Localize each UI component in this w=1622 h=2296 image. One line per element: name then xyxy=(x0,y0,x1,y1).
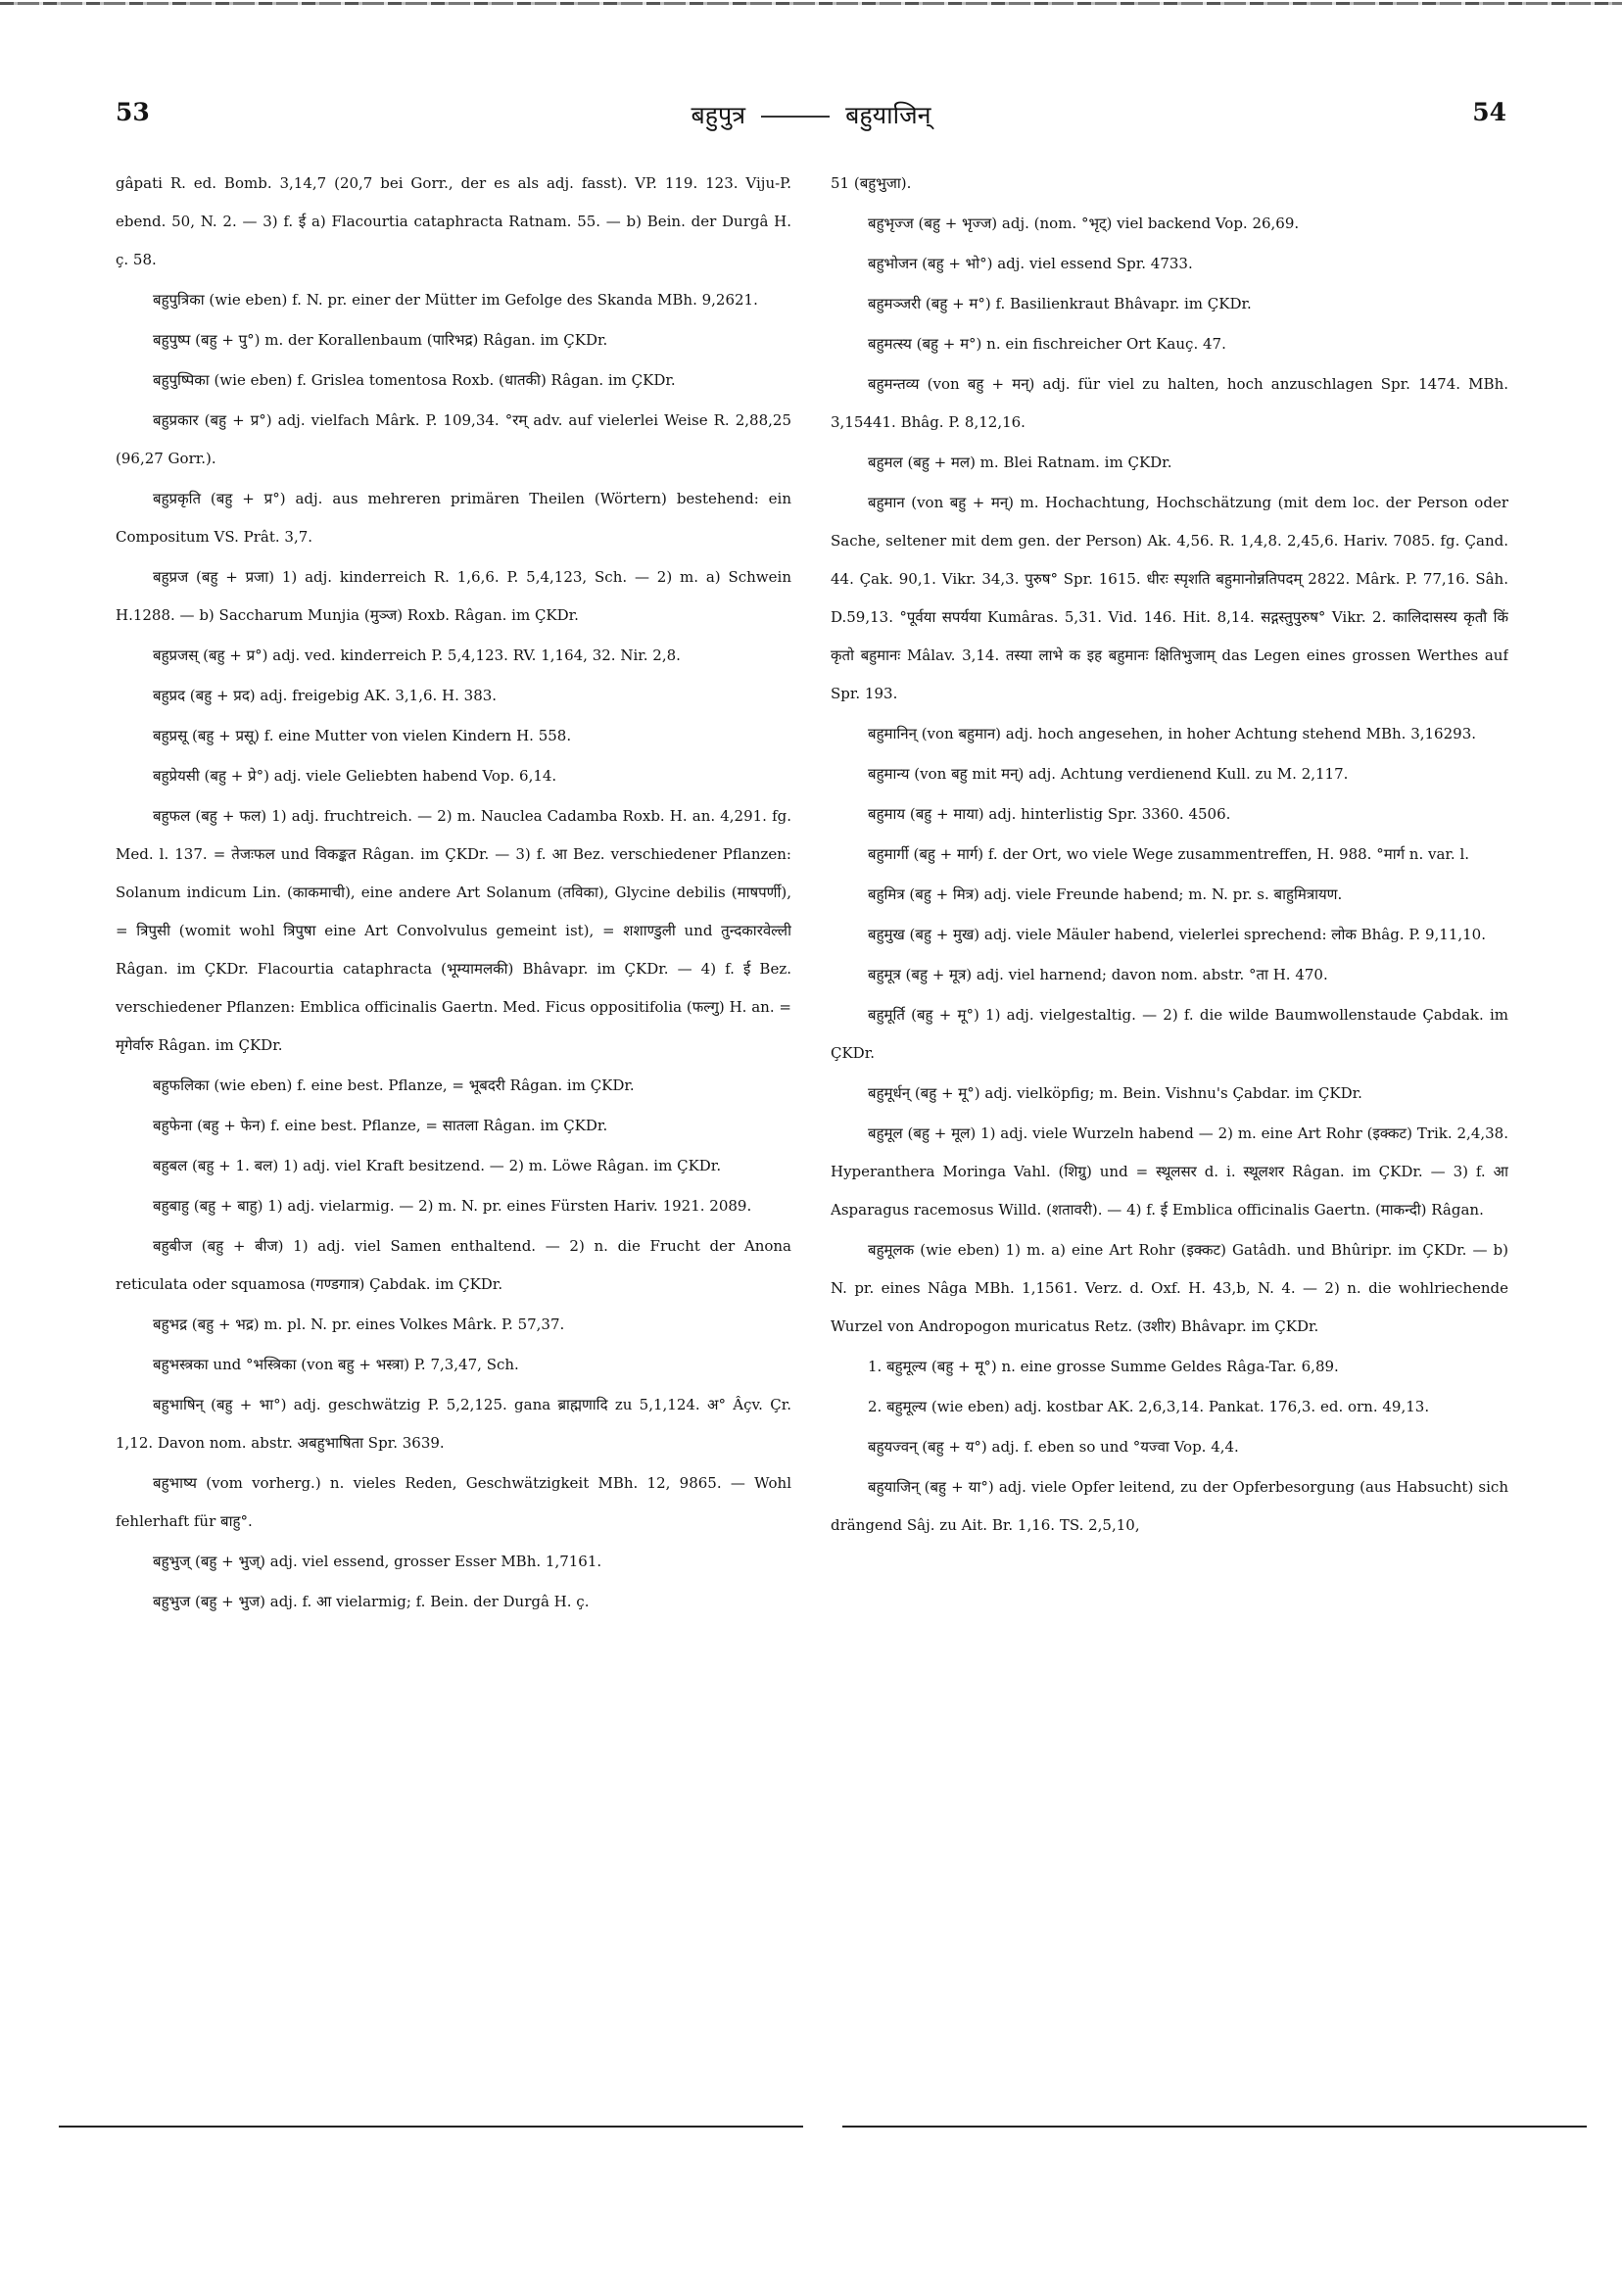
entry: बहुभाष्य (vom vorherg.) n. vieles Reden, Geschwätzigkeit MBh. 12, 9865. — Wohl fehlerhaft für बाहु°. xyxy=(116,1474,791,1530)
entry: बहुबाहु (बहु + बाहु) 1) adj. vielarmig. — 2) m. N. pr. eines Fürsten Hariv. 1921. 2089. xyxy=(153,1197,752,1215)
entry: बहुप्रेयसी (बहु + प्रे°) adj. viele Geliebten habend Vop. 6,14. xyxy=(153,767,557,785)
entry: बहुभाषिन् (बहु + भा°) adj. geschwätzig P. 5,2,125. gana ब्राह्मणादि zu 5,1,124. अ° Âçv. Çr. 1,12. Davon nom. abstr. अबहुभाषिता Spr. 3639. xyxy=(116,1396,791,1452)
entry: बहुमाय (बहु + माया) adj. hinterlistig Spr. 3360. 4506. xyxy=(868,805,1231,823)
left-page-number: 53 xyxy=(116,98,150,126)
entry: 51 (बहुभुजा). xyxy=(831,174,912,192)
page-header xyxy=(116,98,1506,141)
footer-rule-left xyxy=(59,2126,803,2128)
entry: बहुयज्वन् (बहु + य°) adj. f. eben so und °यज्वा Vop. 4,4. xyxy=(868,1438,1239,1456)
entry: बहुमूत्र (बहु + मूत्र) adj. viel harnend; davon nom. abstr. °ता H. 470. xyxy=(868,966,1328,983)
entry: 2. बहुमूल्य (wie eben) adj. kostbar AK. 2,6,3,14. Pankat. 176,3. ed. orn. 49,13. xyxy=(868,1398,1430,1415)
left-headword: बहुपुत्र xyxy=(691,101,746,129)
running-title xyxy=(116,98,1506,131)
right-column xyxy=(831,165,1508,2104)
entry: बहुप्रसू (बहु + प्रसू) f. eine Mutter von vielen Kindern H. 558. xyxy=(153,727,572,744)
entry: बहुमत्स्य (बहु + म°) n. ein fischreicher Ort Kauç. 47. xyxy=(868,335,1226,353)
entry: बहुमञ्जरी (बहु + म°) f. Basilienkraut Bhâvapr. im ÇKDr. xyxy=(868,295,1252,312)
entry: बहुमन्तव्य (von बहु + मन्) adj. für viel zu halten, hoch anzuschlagen Spr. 1474. MBh. 3,15441. Bhâg. P. 8,12,16. xyxy=(831,375,1508,431)
entry: बहुमूलक (wie eben) 1) m. a) eine Art Rohr (इक्कट) Gatâdh. und Bhûripr. im ÇKDr. — b) N. pr. eines Nâga MBh. 1,1561. Verz. d. Oxf. H. 43,b, N. 4. — 2) n. die wohlriechende Wurzel von Andropogon muricatus Retz. (उशीर) Bhâvapr. im ÇKDr. xyxy=(831,1241,1508,1335)
right-page-number: 54 xyxy=(1472,98,1506,126)
entry: बहुफेना (बहु + फेन) f. eine best. Pflanze, = सातला Râgan. im ÇKDr. xyxy=(153,1117,608,1134)
entry: बहुमल (बहु + मल) m. Blei Ratnam. im ÇKDr. xyxy=(868,454,1172,471)
entry: बहुमान (von बहु + मन्) m. Hochachtung, Hochschätzung (mit dem loc. der Person oder Sache, seltener mit dem gen. der Person) Ak. 4,56. R. 1,4,8. 2,45,6. Hariv. 7085. fg. Çand. 44. Çak. 90,1. Vikr. 34,3. पुरुष° Spr. 1615. धीरः स्पृशति बहुमानोन्नतिपदम् 2822. Mârk. P. 77,16. Sâh. D.59,13. °पूर्वया सपर्यया Kumâras. 5,31. Vid. 146. Hit. 8,14. सद्गस्तुपुरुष° Vikr. 2. कालिदासस्य कृतौ किं कृतो बहुमानः Mâlav. 3,14. तस्या लाभे क इह बहुमानः क्षितिभुजाम् das Legen eines grossen Werthes auf Spr. 193. xyxy=(831,494,1508,702)
footer-rule-right xyxy=(842,2126,1587,2128)
headword-separator xyxy=(761,116,830,118)
entry: बहुबीज (बहु + बीज) 1) adj. viel Samen enthaltend. — 2) n. die Frucht der Anona reticulata oder squamosa (गण्डगात्र) Çabdak. im ÇKDr. xyxy=(116,1237,791,1293)
left-column xyxy=(116,165,791,2104)
entry: बहुभुज (बहु + भुज) adj. f. आ vielarmig; f. Bein. der Durgâ H. ç. xyxy=(153,1593,590,1610)
entry: बहुमूर्ति (बहु + मू°) 1) adj. vielgestaltig. — 2) f. die wilde Baumwollenstaude Çabdak. im ÇKDr. xyxy=(831,1006,1508,1062)
entry: बहुप्रकार (बहु + प्र°) adj. vielfach Mârk. P. 109,34. °रम् adv. auf vielerlei Weise R. 2,88,25 (96,27 Gorr.). xyxy=(116,411,791,467)
entry: बहुप्रकृति (बहु + प्र°) adj. aus mehreren primären Theilen (Wörtern) bestehend: ein Compositum VS. Prât. 3,7. xyxy=(116,490,791,546)
entry: बहुप्रज (बहु + प्रजा) 1) adj. kinderreich R. 1,6,6. P. 5,4,123, Sch. — 2) m. a) Schwein H.1288. — b) Saccharum Munjia (मुञ्ज) Roxb. Râgan. im ÇKDr. xyxy=(116,568,791,624)
entry: बहुभृज्ज (बहु + भृज्ज) adj. (nom. °भृट्) viel backend Vop. 26,69. xyxy=(868,215,1300,232)
entry: बहुमुख (बहु + मुख) adj. viele Mäuler habend, vielerlei sprechend: लोक Bhâg. P. 9,11,10. xyxy=(868,926,1486,943)
entry: बहुमित्र (बहु + मित्र) adj. viele Freunde habend; m. N. pr. s. बाहुमित्रायण. xyxy=(868,885,1343,903)
entry: 1. बहुमूल्य (बहु + मू°) n. eine grosse Summe Geldes Râga-Tar. 6,89. xyxy=(868,1358,1339,1375)
top-border-rule xyxy=(0,2,1622,5)
entry: बहुभोजन (बहु + भो°) adj. viel essend Spr. 4733. xyxy=(868,255,1193,272)
entry: बहुफल (बहु + फल) 1) adj. fruchtreich. — 2) m. Nauclea Cadamba Roxb. H. an. 4,291. fg. Med. l. 137. = तेजःफल und विकङ्कत Râgan. im ÇKDr. — 3) f. आ Bez. verschiedener Pflanzen: Solanum indicum Lin. (काकमाची), eine andere Art Solanum (तविका), Glycine debilis (माषपर्णी), = त्रिपुसी (womit wohl त्रिपुषा eine Art Convolvulus gemeint ist), = शशाण्डुली und तुन्दकारवेल्ली Râgan. im ÇKDr. Flacourtia cataphracta (भूम्यामलकी) Bhâvapr. im ÇKDr. — 4) f. ई Bez. verschiedener Pflanzen: Emblica officinalis Gaertn. Med. Ficus oppositifolia (फल्गु) H. an. = मृगेर्वारु Râgan. im ÇKDr. xyxy=(116,807,791,1054)
entry: बहुपुष्प (बहु + पु°) m. der Korallenbaum (पारिभद्र) Râgan. im ÇKDr. xyxy=(153,331,608,349)
entry: बहुमान्य (von बहु mit मन्) adj. Achtung verdienend Kull. zu M. 2,117. xyxy=(868,765,1349,783)
entry: बहुयाजिन् (बहु + या°) adj. viele Opfer leitend, zu der Opferbesorgung (aus Habsucht) sich drängend Sâj. zu Ait. Br. 1,16. TS. 2,5,10, xyxy=(831,1478,1508,1534)
entry: बहुपुत्रिका (wie eben) f. N. pr. einer der Mütter im Gefolge des Skanda MBh. 9,2621. xyxy=(153,291,758,309)
entry: बहुमूर्धन् (बहु + मू°) adj. vielköpfig; m. Bein. Vishnu's Çabdar. im ÇKDr. xyxy=(868,1084,1362,1102)
entry: बहुफलिका (wie eben) f. eine best. Pflanze, = भूबदरी Râgan. im ÇKDr. xyxy=(153,1076,635,1094)
right-headword: बहुयाजिन् xyxy=(845,101,931,129)
entry: gâpati R. ed. Bomb. 3,14,7 (20,7 bei Gorr., der es als adj. fasst). VP. 119. 123. Viju-P. ebend. 50, N. 2. — 3) f. ई a) Flacourtia cataphracta Ratnam. 55. — b) Bein. der Durgâ H. ç. 58. xyxy=(116,174,791,268)
entry: बहुप्रद (बहु + प्रद) adj. freigebig AK. 3,1,6. H. 383. xyxy=(153,687,498,704)
entry: बहुभुज् (बहु + भुज्) adj. viel essend, grosser Esser MBh. 1,7161. xyxy=(153,1553,602,1570)
entry: बहुपुष्पिका (wie eben) f. Grislea tomentosa Roxb. (धातकी) Râgan. im ÇKDr. xyxy=(153,371,676,389)
entry: बहुप्रजस् (बहु + प्र°) adj. ved. kinderreich P. 5,4,123. RV. 1,164, 32. Nir. 2,8. xyxy=(153,646,681,664)
entry: बहुमानिन् (von बहुमान) adj. hoch angesehen, in hoher Achtung stehend MBh. 3,16293. xyxy=(868,725,1477,742)
entry: बहुभद्र (बहु + भद्र) m. pl. N. pr. eines Volkes Mârk. P. 57,37. xyxy=(153,1315,565,1333)
entry: बहुभस्त्रका und °भस्त्रिका (von बहु + भस्त्रा) P. 7,3,47, Sch. xyxy=(153,1356,519,1373)
entry: बहुबल (बहु + 1. बल) 1) adj. viel Kraft besitzend. — 2) m. Löwe Râgan. im ÇKDr. xyxy=(153,1157,722,1174)
entry: बहुमार्गी (बहु + मार्ग) f. der Ort, wo viele Wege zusammentreffen, H. 988. °मार्ग n. var. l. xyxy=(868,845,1470,863)
entry: बहुमूल (बहु + मूल) 1) adj. viele Wurzeln habend — 2) m. eine Art Rohr (इक्कट) Trik. 2,4,38. Hyperanthera Moringa Vahl. (शिग्रु) und = स्थूलसर d. i. स्थूलशर Râgan. im ÇKDr. — 3) f. आ Asparagus racemosus Willd. (शतावरी). — 4) f. ई Emblica officinalis Gaertn. (माकन्दी) Râgan. xyxy=(831,1124,1508,1219)
